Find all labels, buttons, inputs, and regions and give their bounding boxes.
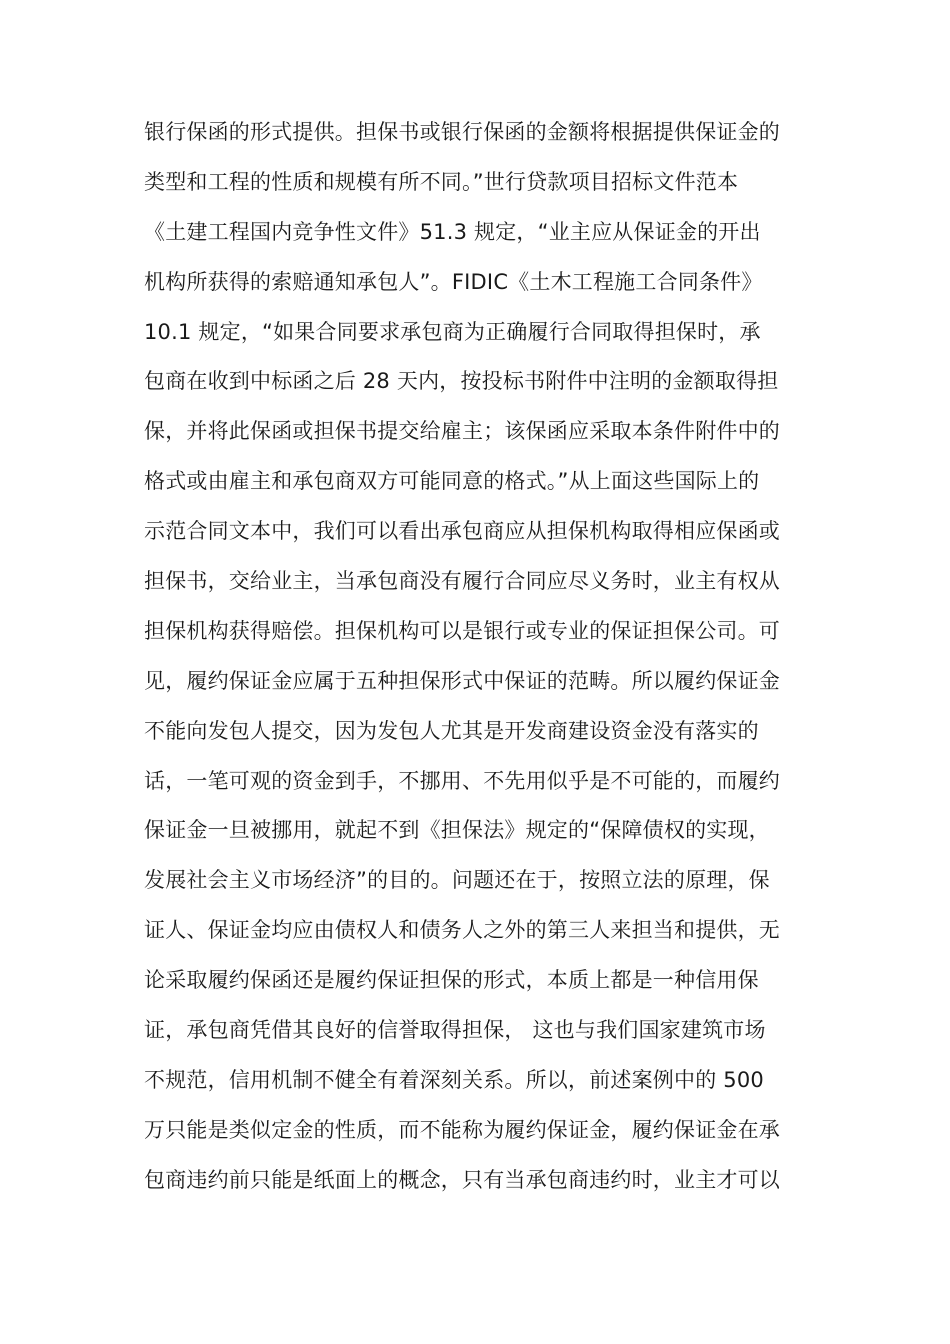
text-line: 10.1 规定，“如果合同要求承包商为正确履行合同取得担保时，承: [144, 319, 761, 344]
text-line: 担保书，交给业主，当承包商没有履行合同应尽义务时，业主有权从: [144, 569, 780, 594]
text-line: 保证金一旦被挪用，就起不到《担保法》规定的“保障债权的实现，: [144, 818, 770, 843]
text-line: 保，并将此保函或担保书提交给雇主；该保函应采取本条件附件中的: [144, 419, 780, 444]
text-line: 证人、保证金均应由债权人和债务人之外的第三人来担当和提供，无: [144, 918, 780, 943]
text-line: 类型和工程的性质和规模有所不同。”世行贷款项目招标文件范本: [144, 169, 739, 194]
text-line: 格式或由雇主和承包商双方可能同意的格式。”从上面这些国际上的: [144, 469, 760, 494]
text-line: 不规范，信用机制不健全有着深刻关系。所以，前述案例中的 500: [144, 1067, 764, 1092]
text-line: 机构所获得的索赔通知承包人”。FIDIC《土木工程施工合同条件》: [144, 269, 763, 294]
text-line: 发展社会主义市场经济”的目的。问题还在于，按照立法的原理，保: [144, 868, 770, 893]
text-line: 示范合同文本中，我们可以看出承包商应从担保机构取得相应保函或: [144, 519, 780, 544]
text-line: 包商违约前只能是纸面上的概念，只有当承包商违约时，业主才可以: [144, 1167, 780, 1192]
text-line: 包商在收到中标函之后 28 天内，按投标书附件中注明的金额取得担: [144, 369, 779, 394]
text-line: 话，一笔可观的资金到手，不挪用、不先用似乎是不可能的，而履约: [144, 768, 780, 793]
text-line: 《土建工程国内竞争性文件》51.3 规定，“业主应从保证金的开出: [144, 219, 761, 244]
text-line: 担保机构获得赔偿。担保机构可以是银行或专业的保证担保公司。可: [144, 618, 780, 643]
text-line: 万只能是类似定金的性质，而不能称为履约保证金，履约保证金在承: [144, 1117, 780, 1142]
text-line: 不能向发包人提交，因为发包人尤其是开发商建设资金没有落实的: [144, 718, 759, 743]
text-line: 银行保函的形式提供。担保书或银行保函的金额将根据提供保证金的: [144, 120, 780, 144]
text-line: 证，承包商凭借其良好的信誉取得担保， 这也与我们国家建筑市场: [144, 1018, 766, 1043]
text-line: 见，履约保证金应属于五种担保形式中保证的范畴。所以履约保证金: [144, 668, 780, 693]
body-paragraph: [144, 108, 824, 1206]
text-line: 论采取履约保函还是履约保证担保的形式，本质上都是一种信用保: [144, 968, 759, 993]
